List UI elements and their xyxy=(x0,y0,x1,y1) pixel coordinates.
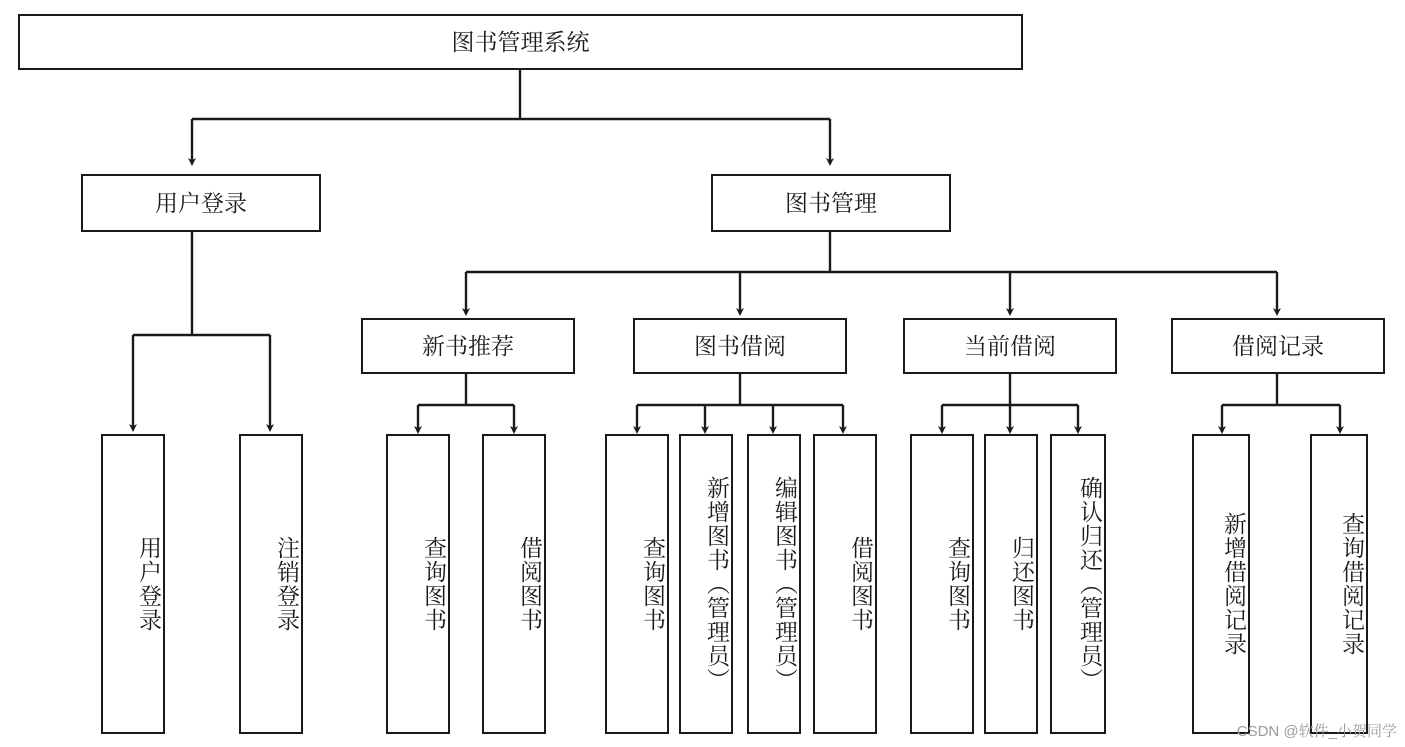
node-book-borrow[interactable] xyxy=(633,318,847,374)
node-query-book-1-label: 查询图书 xyxy=(421,536,447,632)
watermark-text: CSDN @软件_小贺同学 xyxy=(1236,723,1397,740)
node-add-record-label: 新增借阅记录 xyxy=(1221,512,1247,656)
node-user-logout[interactable] xyxy=(239,434,303,734)
node-query-book-3-label: 查询图书 xyxy=(945,536,971,632)
node-root[interactable] xyxy=(18,14,1023,70)
node-borrow-record[interactable] xyxy=(1171,318,1385,374)
node-add-book-label: 新增图书（管理员） xyxy=(704,476,730,692)
node-root-label: 图书管理系统 xyxy=(451,28,590,55)
node-new-book-rec[interactable] xyxy=(361,318,575,374)
node-return-book-label: 归还图书 xyxy=(1009,536,1035,632)
node-new-book-rec-label: 新书推荐 xyxy=(422,332,514,359)
node-borrow-book-1[interactable] xyxy=(482,434,546,734)
node-query-book-2-label: 查询图书 xyxy=(640,536,666,632)
node-current-borrow[interactable] xyxy=(903,318,1117,374)
node-borrow-book-2-label: 借阅图书 xyxy=(848,536,874,632)
node-book-borrow-label: 图书借阅 xyxy=(694,332,786,359)
node-query-book-2[interactable] xyxy=(605,434,669,734)
node-book-manage[interactable] xyxy=(711,174,951,232)
node-edit-book-label: 编辑图书（管理员） xyxy=(772,476,798,692)
node-query-book-1[interactable] xyxy=(386,434,450,734)
node-user-login-group-label: 用户登录 xyxy=(155,189,247,216)
node-user-logout-label: 注销登录 xyxy=(274,536,300,632)
node-query-book-3[interactable] xyxy=(910,434,974,734)
node-user-login-group[interactable] xyxy=(81,174,321,232)
node-borrow-record-label: 借阅记录 xyxy=(1232,332,1324,359)
node-query-record-label: 查询借阅记录 xyxy=(1339,512,1365,656)
node-add-book[interactable] xyxy=(679,434,733,734)
node-user-login[interactable] xyxy=(101,434,165,734)
node-confirm-return[interactable] xyxy=(1050,434,1106,734)
node-borrow-book-1-label: 借阅图书 xyxy=(517,536,543,632)
node-add-record[interactable] xyxy=(1192,434,1250,734)
node-confirm-return-label: 确认归还（管理员） xyxy=(1077,476,1103,692)
node-return-book[interactable] xyxy=(984,434,1038,734)
node-user-login-label: 用户登录 xyxy=(136,536,162,632)
node-query-record[interactable] xyxy=(1310,434,1368,734)
node-book-manage-label: 图书管理 xyxy=(785,189,877,216)
node-borrow-book-2[interactable] xyxy=(813,434,877,734)
node-edit-book[interactable] xyxy=(747,434,801,734)
node-current-borrow-label: 当前借阅 xyxy=(964,332,1056,359)
